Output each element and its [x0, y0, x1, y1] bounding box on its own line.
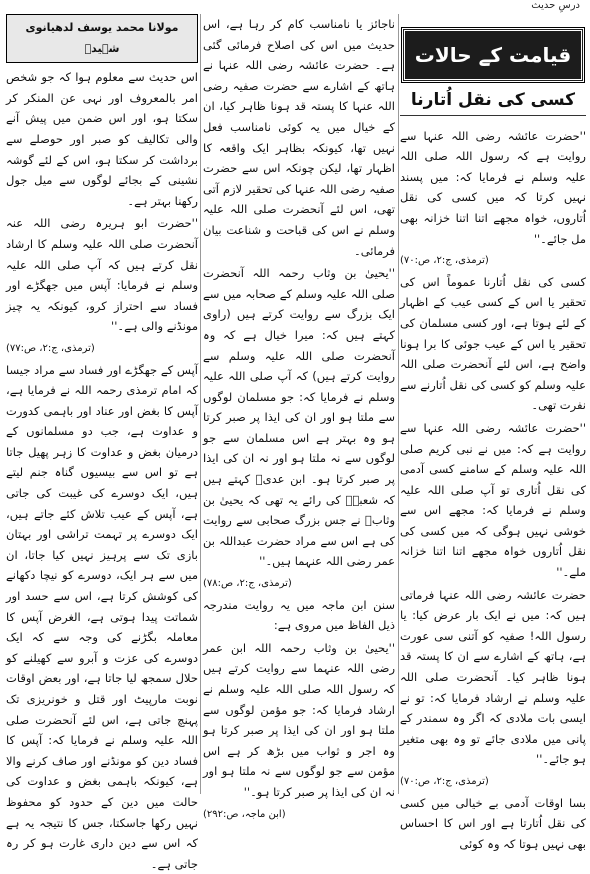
paragraph: اس حدیث سے معلوم ہوا کہ جو شخص امر بالمعروف اور نہی عن المنکر کر سکتا ہو، اور اس ضمن میں پیش آنے والی تکالیف کو صبر اور حوصلے سے برداشت کر سکتا ہو، اس کے لئے گوشہ نشینی کے بجائے لوگوں سے میل جول رکھنا بہتر ہے۔ — [6, 67, 198, 211]
author-byline: مولانا محمد یوسف لدھیانوی شہیدؒ — [6, 14, 198, 63]
section-label: درسِ حدیث — [531, 0, 580, 11]
paragraph: بسا اوقات آدمی بے خیالی میں کسی کی نقل اُتارتا ہے اور اس کا احساس بھی نہیں ہوتا کہ وہ کوئی — [400, 793, 586, 855]
paragraph: سنن ابن ماجہ میں یہ روایت مندرجہ ذیل الفاظ میں مروی ہے: — [203, 595, 395, 636]
article-subtitle: کسی کی نقل اُتارنا — [400, 90, 586, 116]
column-divider — [200, 14, 201, 794]
paragraph: حضرت عائشہ رضی اللہ عنہا فرماتی ہیں کہ: میں نے ایک بار عرض کیا: یا رسول اللہ! صفیہ کو آتنی سی عورت ہے، ہاتھ کے اشارے سے ان کا پستہ قد ہونا ظاہر کیا۔ آنحضرت صلی اللہ علیہ وسلم نے ارشاد فرمایا کہ: تو نے ایسی بات ملادی کہ اگر وہ سمندر کے پانی میں ملادی جائے تو وہ بھی متغیر ہو جائے۔'' — [400, 585, 586, 770]
citation: (ترمذی، ج:۲، ص:۷۷) — [6, 339, 198, 360]
paragraph: ''حضرت ابو ہریرہ رضی اللہ عنہ آنحضرت صلی اللہ علیہ وسلم کا ارشاد نقل کرتے ہیں کہ آپ صلی اللہ علیہ وسلم نے فرمایا: آپس میں جھگڑے اور فساد سے احتراز کرو، کیونکہ یہ چیز مونڈنے والی ہے۔'' — [6, 213, 198, 337]
citation: (ترمذی، ج:۲، ص:۷۰) — [400, 251, 586, 272]
article-title: قیامت کے حالات — [415, 45, 572, 66]
paragraph: آپس کے جھگڑے اور فساد سے مراد جیسا کہ امام ترمذی رحمہ اللہ نے فرمایا ہے، آپس کا بغض اور عناد اور باہمی کدورت و عداوت ہے، جب دو مسلمانوں کے درمیان بغض و عداوت کا زہر پھیل جاتا ہے تو اس سے بیسیوں گناہ جنم لیتے ہیں، ایک دوسرے کی غیبت کی جاتی ہے، آپس کے عیب تلاش کئے جاتے ہیں، ایک دوسرے پر تہمت تراشی اور بہتان بازی تک سے پرہیز نہیں کیا جاتا، ان میں سے ہر ایک، دوسرے کو نیچا دکھانے کی کوشش کرتا ہے، اس سے حسد اور شماتت پیدا ہوتی ہے، الغرض آپس کا معاملہ بگڑنے کی وجہ سے کہ ایک دوسرے کی عزت و آبرو سے کھیلنے کو حلال سمجھ لیا جاتا ہے، اور بعض اوقات نوبت مارپیٹ اور قتل و خونریزی تک پہنچ جاتی ہے، اس لئے آنحضرت صلی اللہ علیہ وسلم نے فرمایا کہ: آپس کا فساد دین کو مونڈنے اور صاف کرنے والا ہے، کیونکہ باہمی بغض و عداوت کی حالت میں دین کے حدود کو محفوظ نہیں رکھا جاسکتا، جس کا نتیجہ یہ ہے کہ اس سے دین داری غارت ہو کر رہ جاتی ہے۔ — [6, 360, 198, 874]
paragraph: ''حضرت عائشہ رضی اللہ عنہا سے روایت ہے کہ رسول اللہ صلی اللہ علیہ وسلم نے فرمایا کہ: میں پسند نہیں کرتا کہ میں کسی کی نقل اُتاروں، خواہ مجھے اتنا اتنا خزانہ بھی مل جائے۔'' — [400, 126, 586, 250]
paragraph: ''حضرت عائشہ رضی اللہ عنہا سے روایت ہے کہ: میں نے نبی کریم صلی اللہ علیہ وسلم کے سامنے کسی آدمی کی نقل اُتاری تو آپ صلی اللہ علیہ وسلم نے فرمایا کہ: مجھے اس سے خوشی نہیں ہوگی کہ میں کسی کی نقل اُتاروں خواہ مجھے اتنا اتنا خزانہ ملے۔'' — [400, 418, 586, 583]
column-right — [400, 14, 586, 794]
paragraph: ''یحییٰ بن وثاب رحمہ اللہ ابن عمر رضی اللہ عنہما سے روایت کرتے ہیں کہ رسول اللہ صلی اللہ علیہ وسلم نے ارشاد فرمایا کہ: جو مؤمن لوگوں سے ملتا ہو اور ان کی ایذا پر صبر کرتا ہو وہ اجر و ثواب میں بڑھ کر ہے اس مؤمن سے جو لوگوں سے نہ ملتا ہو اور نہ ان کی ایذا پر صبر کرتا ہو۔'' — [203, 638, 395, 803]
citation: (ترمذی، ج:۲، ص:۷۰) — [400, 772, 586, 793]
article-title-banner — [402, 28, 584, 82]
citation: (ابن ماجہ، ص:۲۹۲) — [203, 805, 395, 826]
column-left — [6, 14, 198, 794]
paragraph: ناجائز یا نامناسب کام کر رہا ہے، اس حدیث میں اس کی اصلاح فرمائی گئی ہے۔ حضرت عائشہ رضی اللہ عنہا نے ہاتھ کے اشارے سے حضرت صفیہ رضی اللہ عنہا کا پستہ قد ہونا ظاہر کیا، ان کے خیال میں یہ کوئی نامناسب فعل نہیں تھا، کیونکہ بظاہر ایک واقعہ کا اظہار تھا، لیکن چونکہ اس سے حضرت صفیہ رضی اللہ عنہا کی تحقیر لازم آتی تھی، اس لئے آنحضرت صلی اللہ علیہ وسلم نے اس کی قباحت و شناعت بیان فرمائی۔ — [203, 14, 395, 261]
citation: (ترمذی، ج:۲، ص:۷۸) — [203, 574, 395, 595]
paragraph: کسی کی نقل اُتارنا عموماً اس کی تحقیر یا اس کے کسی عیب کے اظہار کے لئے ہوتا ہے، اور کسی مسلمان کی تحقیر یا اس کے عیب جوئی کا برا ہونا واضح ہے، اس لئے آنحضرت صلی اللہ علیہ وسلم کو کسی کی نقل اُتارنے سے نفرت تھی۔ — [400, 272, 586, 416]
column-divider — [398, 14, 399, 794]
paragraph: ''یحییٰ بن وثاب رحمہ اللہ آنحضرت صلی اللہ علیہ وسلم کے صحابہ میں سے ایک بزرگ سے روایت کرتے ہیں (راوی کہتے ہیں کہ: میرا خیال ہے کہ وہ آنحضرت صلی اللہ علیہ وسلم سے روایت کرتے ہیں) کہ آپ صلی اللہ علیہ وسلم نے فرمایا کہ: جو مسلمان لوگوں سے ملتا ہو اور ان کی ایذا پر صبر کرتا ہو وہ بہتر ہے اس مسلمان سے جو لوگوں سے نہ ملتا ہو اور نہ ان کی ایذا پر صبر کرتا ہو۔ ابن عدیؒ کہتے ہیں کہ شعبہؒ کی رائے یہ تھی کہ یحییٰ بن وثابؒ نے جس بزرگ صحابی سے روایت کی ہے اس سے مراد حضرت عبداللہ بن عمر رضی اللہ عنہما ہیں۔'' — [203, 263, 395, 572]
column-middle — [203, 14, 395, 794]
